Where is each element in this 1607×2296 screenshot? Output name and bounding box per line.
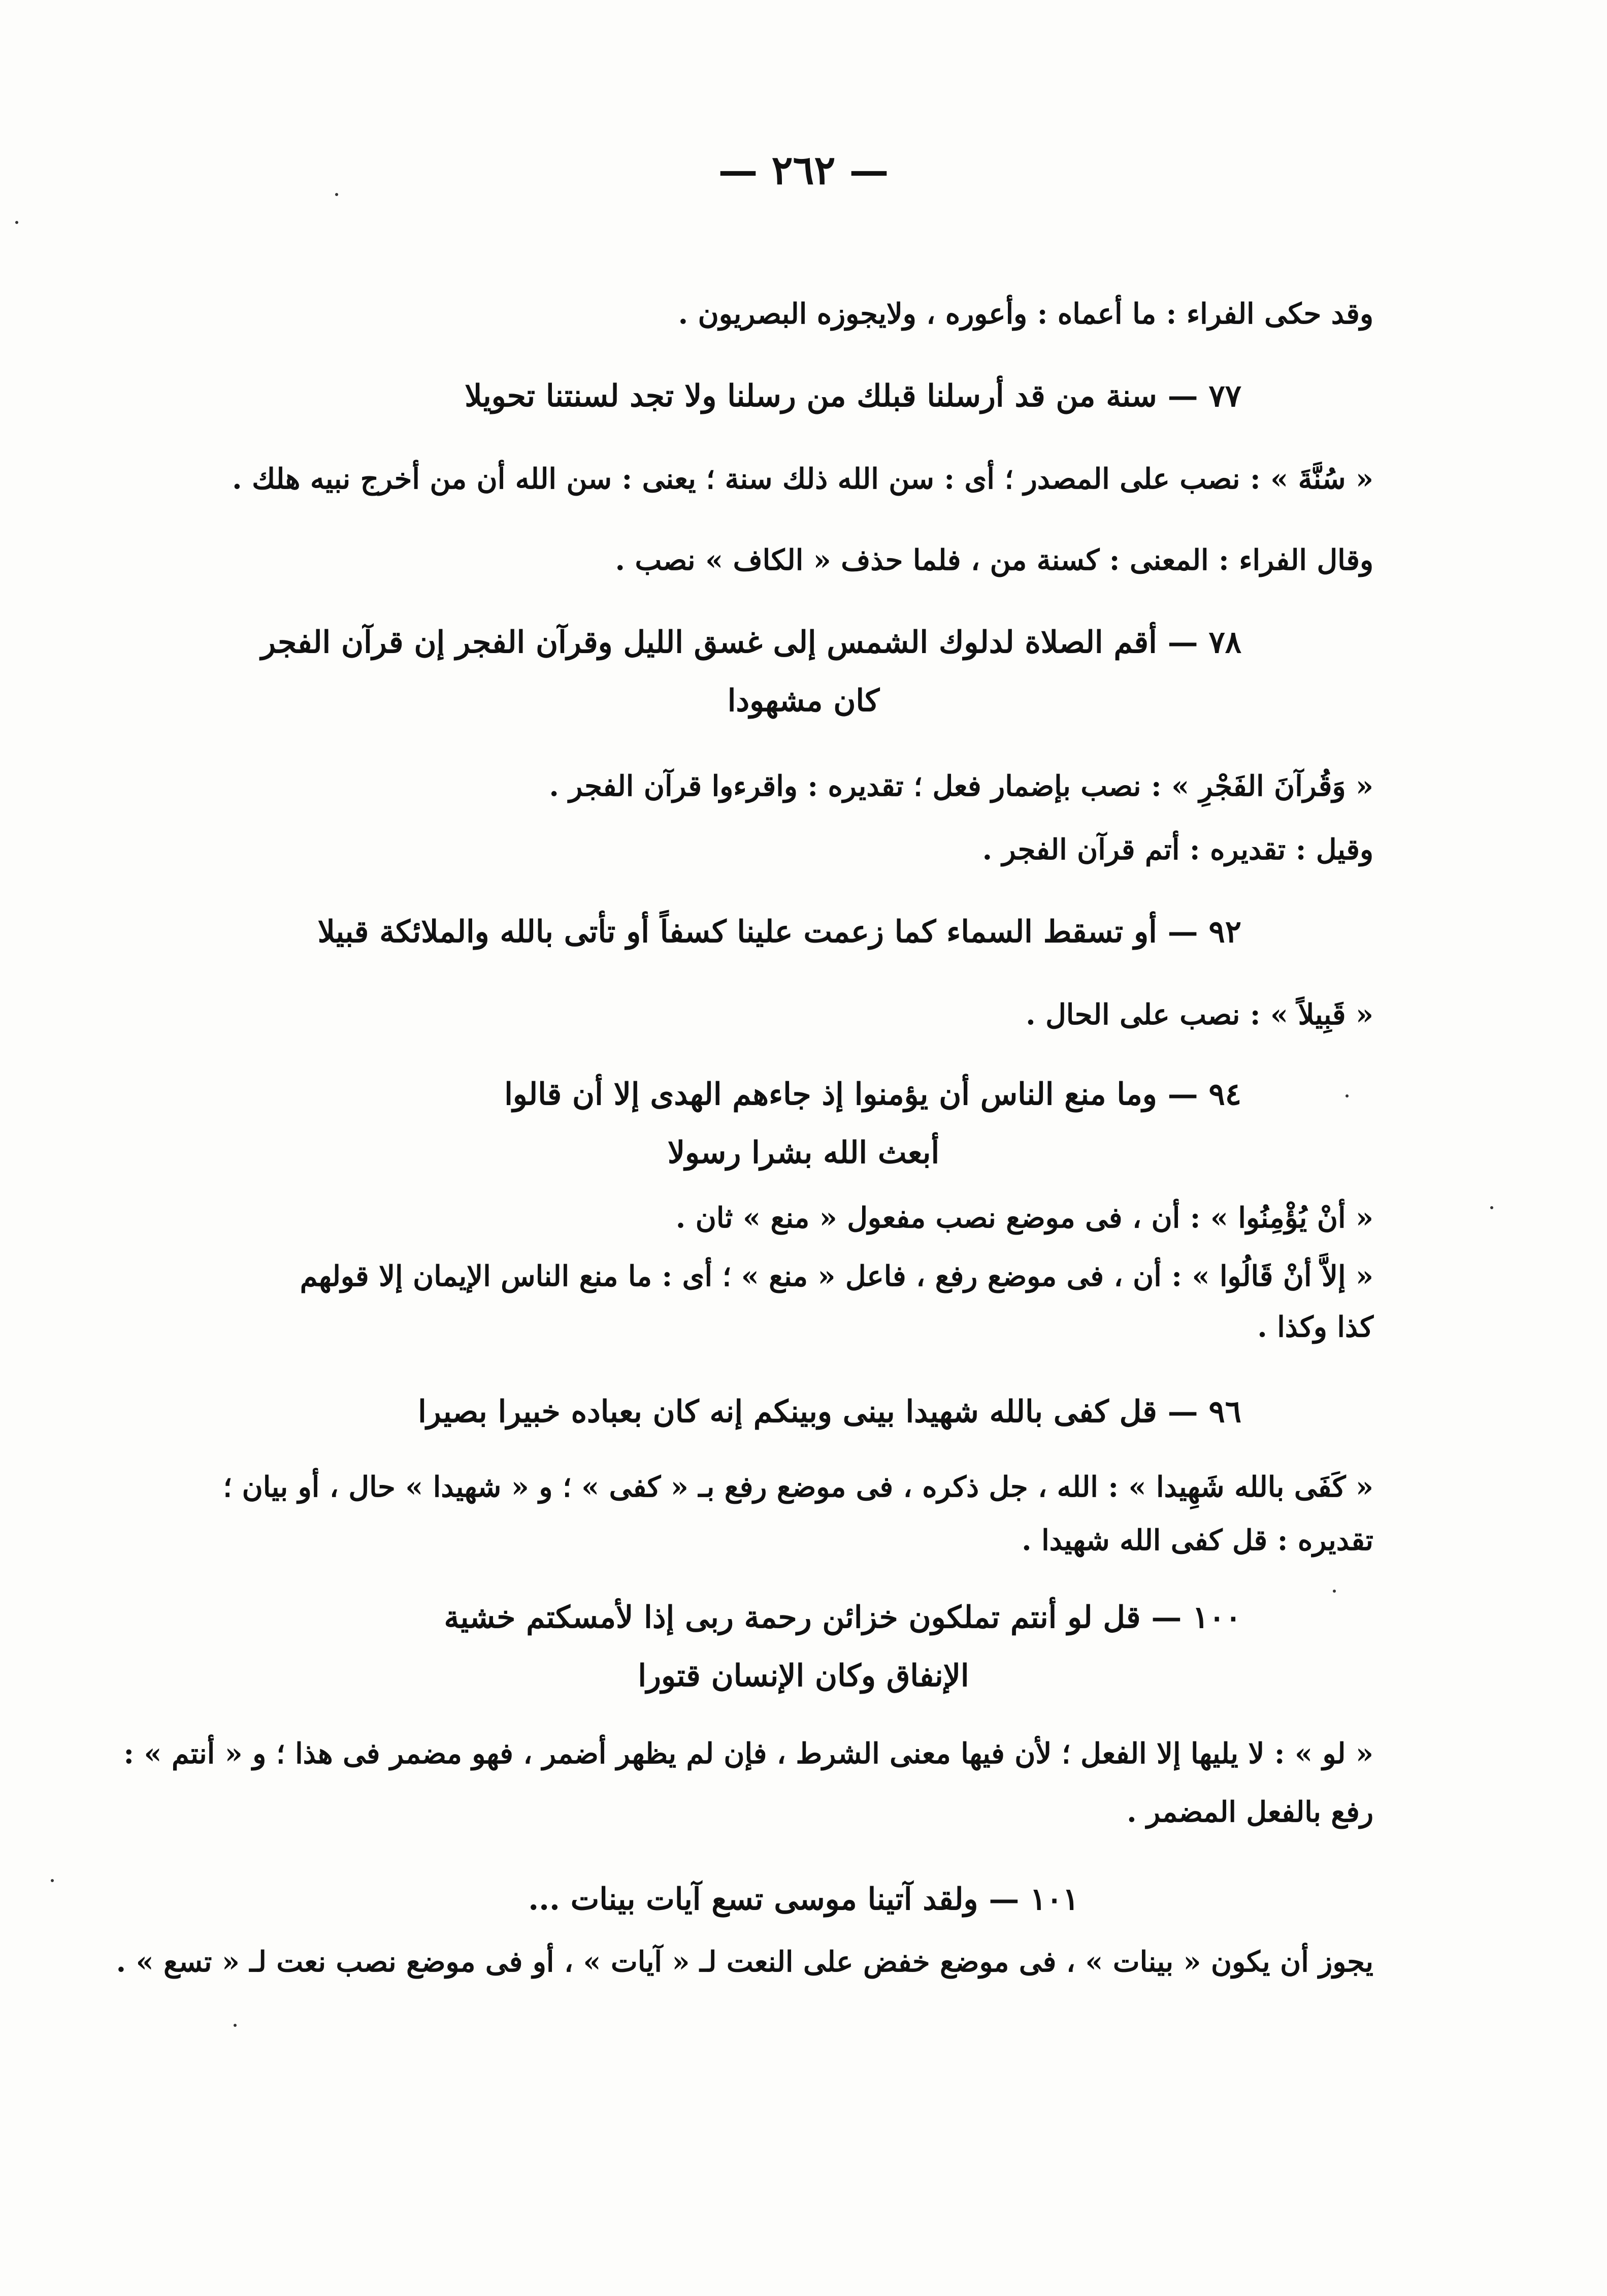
text-line: « وَقُرآنَ الفَجْرِ » : نصب بإضمار فعل ؛ تقديره : واقرءوا قرآن الفجر . (549, 769, 1373, 803)
verse-line: ١٠٠ — قل لو أنتم تملكون خزائن رحمة ربى إذا لأمسكتم خشية (444, 1600, 1241, 1635)
verse-line: ٩٦ — قل كفى بالله شهيدا بينى وبينكم إنه كان بعباده خبيرا بصيرا (418, 1394, 1241, 1430)
scan-speck (1346, 1094, 1349, 1097)
verse-line: ٩٤ — وما منع الناس أن يؤمنوا إذ جاءهم الهدى إلا أن قالوا (504, 1077, 1241, 1112)
verse-line: ٧٨ — أقم الصلاة لدلوك الشمس إلى غسق الليل وقرآن الفجر إن قرآن الفجر (261, 625, 1241, 660)
text-line: رفع بالفعل المضمر . (1127, 1795, 1373, 1829)
text-line: وقال الفراء : المعنى : كسنة من ، فلما حذف « الكاف » نصب . (615, 543, 1373, 577)
text-line: كذا وكذا . (1257, 1310, 1373, 1344)
text-line: وقد حكى الفراء : ما أعماه : وأعوره ، ولايجوزه البصريون . (678, 297, 1373, 331)
text-line: وقيل : تقديره : أتم قرآن الفجر . (982, 833, 1373, 866)
scan-speck (335, 193, 338, 196)
verse-line: ٧٧ — سنة من قد أرسلنا قبلك من رسلنا ولا تجد لسنتنا تحويلا (465, 378, 1241, 414)
verse-line: أبعث الله بشرا رسولا (667, 1135, 940, 1171)
verse-line: ٩٢ — أو تسقط السماء كما زعمت علينا كسفاً أو تأتى بالله والملائكة قبيلا (317, 914, 1241, 950)
scan-speck (51, 1879, 54, 1882)
text-line: تقديره : قل كفى الله شهيدا . (1022, 1524, 1373, 1557)
verse-line: ١٠١ — ولقد آتينا موسى تسع آيات بينات ... (528, 1882, 1079, 1917)
text-line: « كَفَى بالله شَهِيدا » : الله ، جل ذكره ، فى موضع رفع بـ « كفى » ؛ و « شهيدا » حال ، أو بيان ؛ (223, 1470, 1373, 1504)
verse-line: الإنفاق وكان الإنسان قتورا (638, 1658, 969, 1694)
page-number: — ٢٦٢ — (718, 147, 889, 193)
text-line: « سُنَّةَ » : نصب على المصدر ؛ أى : سن الله ذلك سنة ؛ يعنى : سن الله أن من أخرج نبيه هلك . (232, 462, 1373, 496)
verse-line: كان مشهودا (727, 683, 880, 719)
scan-speck (15, 221, 18, 224)
text-line: يجوز أن يكون « بينات » ، فى موضع خفض على النعت لـ « آيات » ، أو فى موضع نصب نعت لـ « تسع » . (116, 1945, 1373, 1979)
text-line: « لو » : لا يليها إلا الفعل ؛ لأن فيها معنى الشرط ، فإن لم يظهر أضمر ، فهو مضمر فى هذا ؛ و « أنتم » : (123, 1737, 1373, 1770)
text-line: « أنْ يُؤْمِنُوا » : أن ، فى موضع نصب مفعول « منع » ثان . (675, 1201, 1373, 1235)
scan-speck (234, 2024, 237, 2027)
scan-speck (1490, 1206, 1493, 1209)
text-line: « قَبِيلاً » : نصب على الحال . (1026, 998, 1373, 1031)
text-line: « إلاَّ أنْ قَالُوا » : أن ، فى موضع رفع ، فاعل « منع » ؛ أى : ما منع الناس الإيمان إلا قولهم (300, 1259, 1373, 1293)
scan-speck (1333, 1590, 1336, 1593)
